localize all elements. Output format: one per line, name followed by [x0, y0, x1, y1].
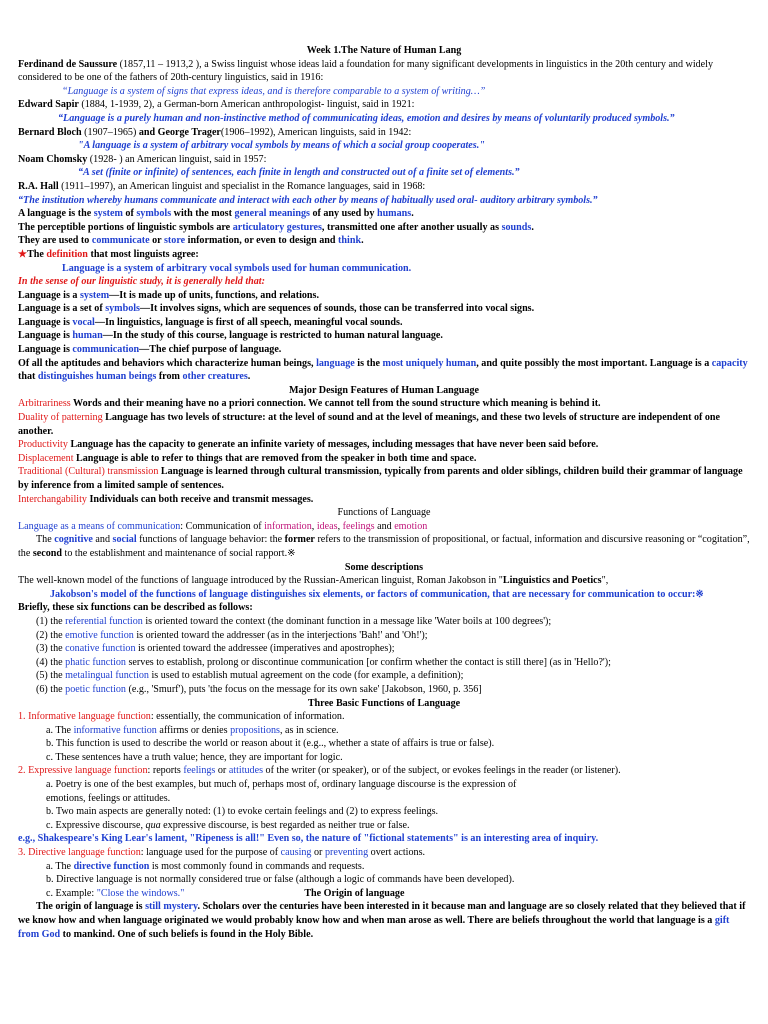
bloch-name: Bernard Bloch [18, 126, 82, 138]
function-name: phatic function [65, 656, 126, 668]
property-communication: Language is communication—The chief purpose of language. [18, 344, 282, 356]
informative-heading: 1. Informative language function: essentially, the communication of information. [18, 711, 345, 723]
jakobson-function-item: (5) the metalingual function is used to establish mutual agreement on the code (for example, a definition); [36, 670, 464, 682]
sapir-paragraph [18, 98, 750, 112]
directive-c: c. Example: "Close the windows." The Origin of language [46, 887, 405, 899]
directive-heading: 3. Directive language function: language used for the purpose of causing or preventing overt actions. [18, 847, 426, 859]
feature-displacement: Displacement Language is able to refer to things that are removed from the speaker in both time and space. [18, 452, 477, 464]
hall-name: R.A. Hall [18, 180, 59, 192]
saussure-text: (1857,11 – 1913,2 ), a Swiss linguist whose ideas laid a foundation for many significant developments in linguistics in the 20th century and widely considered to be one of the fathers of 20th-century linguistics, said in 1916: [18, 58, 714, 84]
document-page [18, 44, 750, 941]
chomsky-name: Noam Chomsky [18, 153, 88, 165]
origin-paragraph: The origin of language is still mystery. Scholars over the centuries have been interested in it because man and language are so closely related that they believed that if we know how and when language originated we would probably know how and when man arose as well. There are beliefs throughout the world that language is a gift from God to mankind. One of such beliefs is found in the Holy Bible. [18, 901, 746, 940]
jakobson-intro: The well-known model of the functions of language introduced by the Russian-American linguist, Roman Jakobson in "Linguistics and Poetics", [18, 575, 609, 587]
basic-heading: Three Basic Functions of Language [307, 697, 461, 709]
hall-paragraph [18, 180, 750, 194]
jakobson-model: Jakobson's model of the functions of language distinguishes six elements, or factors of communication, that are necessary for communication to occur:※ [50, 588, 704, 600]
function-name: emotive function [65, 629, 134, 641]
jakobson-function-item: (3) the conative function is oriented toward the addressee (imperatives and apostrophes); [36, 643, 395, 655]
expressive-c: c. Expressive discourse, qua expressive discourse, is best regarded as neither true or false. [46, 819, 410, 831]
chomsky-paragraph [18, 153, 750, 167]
functions-line-1: Language as a means of communication: Communication of information, ideas, feelings and emotion [18, 520, 428, 532]
summary-line-3: They are used to communicate or store information, or even to design and think. [18, 235, 364, 247]
bloch-paragraph [18, 126, 750, 140]
jakobson-functions-list [18, 615, 750, 697]
chomsky-text: (1928- ) an American linguist, said in 1957: [87, 153, 267, 165]
sense-statement: In the sense of our linguistic study, it is generally held that: [18, 276, 265, 288]
expressive-example: e.g., Shakespeare's King Lear's lament, "Ripeness is all!" Even so, the nature of "fictional statements" is an interesting area of inquiry. [18, 833, 599, 845]
expressive-b: b. Two main aspects are generally noted: (1) to evoke certain feelings and (2) to express feelings. [46, 806, 439, 818]
chomsky-quote: “A set (finite or infinite) of sentences, each finite in length and constructed out of a finite set of elements.” [78, 167, 520, 179]
definition-heading: ★The definition that most linguists agree: [18, 248, 199, 260]
informative-b: b. This function is used to describe the world or reason about it (e.g.., whether a state of affairs is true or false). [46, 738, 495, 750]
directive-a: a. The directive function is most commonly found in commands and requests. [46, 860, 365, 872]
page-title: Week 1.The Nature of Human Lang [306, 45, 462, 56]
sapir-name: Edward Sapir [18, 99, 79, 111]
summary-line-1: A language is the system of symbols with the most general meanings of any used by humans. [18, 208, 414, 220]
function-name: referential function [65, 615, 143, 627]
star-icon: ★ [18, 248, 28, 260]
aptitudes-paragraph: Of all the aptitudes and behaviors which characterize human beings, language is the most uniquely human, and quite possibly the most important. Language is a capacity that distinguishes human beings from other creatures. [18, 357, 748, 383]
summary-line-2: The perceptible portions of linguistic symbols are articulatory gestures, transmitted one after another usually as sounds. [18, 221, 534, 233]
saussure-paragraph [18, 58, 750, 85]
directive-b: b. Directive language is not normally considered true or false (although a logic of commands have been developed). [46, 874, 515, 886]
expressive-a: a. Poetry is one of the best examples, but much of, perhaps most of, ordinary language discourse is the expression of emotions, feelings or attitudes. [46, 779, 517, 804]
informative-a: a. The informative function affirms or denies propositions, as in science. [46, 724, 339, 736]
hall-quote: “The institution whereby humans communicate and interact with each other by means of habitually used oral- auditory arbitrary symbols.” [18, 194, 598, 206]
property-human: Language is human—In the study of this course, language is restricted to human natural language. [18, 330, 443, 342]
six-functions-intro: Briefly, these six functions can be described as follows: [18, 602, 253, 614]
saussure-name: Ferdinand de Saussure [18, 58, 118, 70]
trager-name: and George Trager [138, 126, 221, 138]
informative-c: c. These sentences have a truth value; hence, they are important for logic. [46, 751, 343, 763]
sapir-quote: “Language is a purely human and non-instinctive method of communicating ideas, emotion and desires by means of voluntarily produced symbols.” [58, 112, 675, 124]
jakobson-function-item: (2) the emotive function is oriented toward the addresser (as in the interjections 'Bah!' and 'Oh!'); [36, 629, 428, 641]
feature-arbitrariness: Arbitrariness Words and their meaning have no a priori connection. We cannot tell from the sound structure which meaning is behind it. [18, 398, 601, 410]
property-symbols: Language is a set of symbols—It involves signs, which are sequences of sounds, those can be transferred into vocal signs. [18, 303, 535, 315]
hall-text: (1911–1997), an American linguist and specialist in the Romance languages, said in 1968: [58, 180, 426, 192]
design-heading: Major Design Features of Human Language [288, 384, 479, 396]
descriptions-heading: Some descriptions [344, 561, 424, 573]
bloch-dates: (1907–1965) [81, 126, 139, 138]
origin-heading: The Origin of language [304, 887, 405, 899]
functions-heading: Functions of Language [337, 507, 431, 519]
bloch-quote: "A language is a system of arbitrary vocal symbols by means of which a social group cooperates." [78, 140, 485, 152]
feature-interchangability: Interchangability Individuals can both receive and transmit messages. [18, 493, 314, 505]
property-system: Language is a system—It is made up of units, functions, and relations. [18, 289, 319, 301]
feature-transmission: Traditional (Cultural) transmission Language is learned through cultural transmission, typically from parents and older siblings, children build their grammar of language by inference from a limited sample of sentences. [18, 466, 743, 491]
function-name: poetic function [65, 683, 126, 695]
jakobson-function-item: (4) the phatic function serves to establish, prolong or discontinue communication [or confirm whether the contact is still there] (as in 'Hello?'); [36, 656, 611, 668]
feature-duality: Duality of patterning Language has two levels of structure: at the level of sound and at the level of meanings, and these two levels of structure are independent of one another. [18, 412, 721, 437]
function-name: conative function [65, 643, 136, 655]
sapir-text: (1884, 1-1939, 2), a German-born American anthropologist- linguist, said in 1921: [78, 99, 415, 111]
saussure-quote: “Language is a system of signs that express ideas, and is therefore comparable to a system of writing…” [62, 85, 486, 97]
feature-productivity: Productivity Language has the capacity to generate an infinite variety of messages, including messages that have never been said before. [18, 439, 599, 451]
functions-line-2: The cognitive and social functions of language behavior: the former refers to the transmission of propositional, or factual, information and discursive reasoning or “cogitation”, the second to the establishment and maintenance of social rapport.※ [18, 534, 750, 559]
jakobson-function-item: (1) the referential function is oriented toward the context (the dominant function in a message like 'Water boils at 100 degrees'); [36, 615, 552, 627]
trager-text: (1906–1992), American linguists, said in 1942: [220, 126, 412, 138]
expressive-heading: 2. Expressive language function: reports feelings or attitudes of the writer (or speaker), or of the subject, or evokes feelings in the reader (or listener). [18, 765, 621, 777]
function-name: metalingual function [65, 670, 149, 682]
property-vocal: Language is vocal—In linguistics, language is first of all speech, meaningful vocal sounds. [18, 316, 403, 328]
jakobson-function-item: (6) the poetic function (e.g., 'Smurf'), puts 'the focus on the message for its own sake' [Jakobson, 1960, p. 356] [36, 683, 482, 695]
definition-statement: Language is a system of arbitrary vocal symbols used for human communication. [62, 262, 412, 274]
